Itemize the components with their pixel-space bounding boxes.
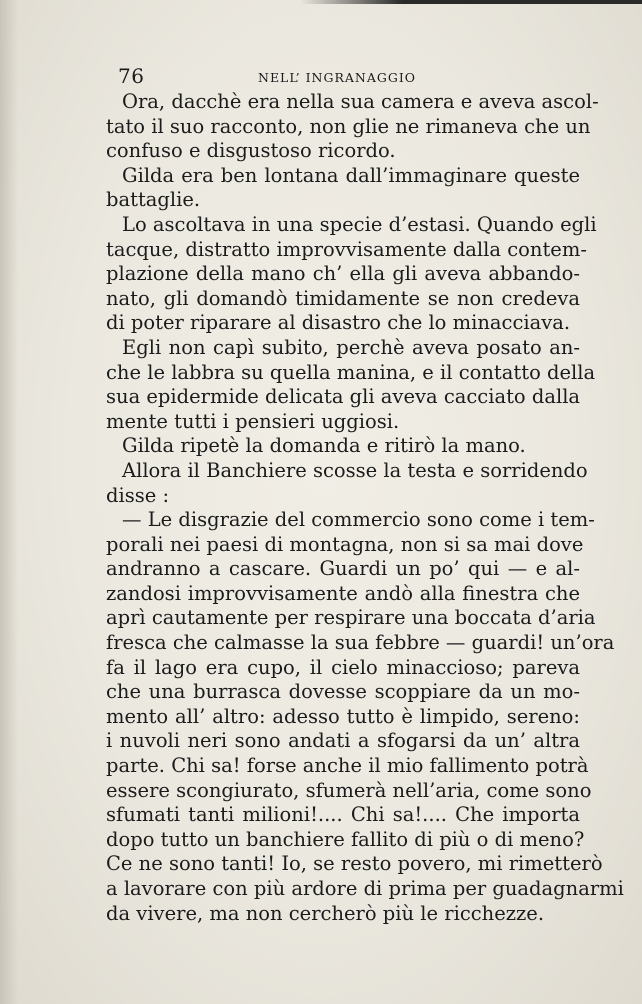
- page-top-edge: [300, 0, 642, 4]
- text-line: a lavorare con più ardore di prima per guadagnarmi: [106, 877, 624, 900]
- running-head: [118, 64, 588, 90]
- text-line: Ora, dacchè era nella sua camera e aveva ascol-: [122, 90, 599, 113]
- spine-shadow: [0, 0, 18, 1004]
- text-line: mente tutti i pensieri uggiosi.: [106, 409, 400, 433]
- text-line: di poter riparare al disastro che lo minacciava.: [106, 311, 571, 335]
- text-line: disse :: [106, 483, 170, 507]
- body-text: [106, 90, 624, 926]
- text-line: dopo tutto un banchiere fallito di più o di meno?: [106, 827, 585, 851]
- text-line: nato, gli domandò timidamente se non credeva: [106, 286, 580, 310]
- text-line: sua epidermide delicata gli aveva cacciato dalla: [106, 385, 581, 409]
- text-line: Egli non capì subito, perchè aveva posato an-: [122, 335, 580, 359]
- text-line: parte. Chi sa! forse anche il mio fallimento potrà: [106, 754, 589, 778]
- text-line: zandosi improvvisamente andò alla finestra che: [106, 581, 580, 605]
- text-line: andranno a cascare. Guardi un po’ qui — e al-: [106, 557, 580, 581]
- text-line: tato il suo racconto, non glie ne rimaneva che un: [106, 114, 591, 138]
- running-title: NELL’ INGRANAGGIO: [258, 70, 417, 85]
- text-line: — Le disgrazie del commercio sono come i tem-: [122, 508, 595, 532]
- text-line: Lo ascoltava in una specie d’estasi. Quando egli: [122, 212, 597, 236]
- text-line: che le labbra su quella manina, e il contatto della: [106, 360, 596, 384]
- text-line: Ce ne sono tanti! Io, se resto povero, mi rimetterò: [106, 852, 603, 876]
- text-line: aprì cautamente per respirare una boccata d’aria: [106, 606, 596, 630]
- text-line: da vivere, ma non cercherò più le ricchezze.: [106, 901, 545, 925]
- text-line: Allora il Banchiere scosse la testa e sorridendo: [122, 458, 588, 482]
- text-line: Gilda era ben lontana dall’immaginare queste: [122, 163, 580, 187]
- text-line: che una burrasca dovesse scoppiare da un mo-: [106, 680, 580, 704]
- text-line: tacque, distratto improvvisamente dalla contem-: [106, 237, 587, 261]
- page-number: 76: [118, 64, 145, 88]
- text-line: plazione della mano ch’ ella gli aveva abbando-: [106, 262, 580, 286]
- text-line: essere scongiurato, sfumerà nell’aria, come sono: [106, 778, 592, 802]
- text-line: confuso e disgustoso ricordo.: [106, 139, 396, 163]
- text-line: Gilda ripetè la domanda e ritirò la mano.: [122, 434, 526, 458]
- text-line: battaglie.: [106, 188, 201, 212]
- text-line: fa il lago era cupo, il cielo minaccioso; pareva: [106, 655, 580, 679]
- text-line: fresca che calmasse la sua febbre — guardi! un’ora: [106, 631, 615, 655]
- text-line: i nuvoli neri sono andati a sfogarsi da un’ altra: [106, 729, 580, 753]
- text-line: sfumati tanti milioni!.... Chi sa!.... Che importa: [106, 803, 580, 827]
- text-line: mento all’ altro: adesso tutto è limpido, sereno:: [106, 704, 580, 728]
- text-line: porali nei paesi di montagna, non si sa mai dove: [106, 532, 584, 556]
